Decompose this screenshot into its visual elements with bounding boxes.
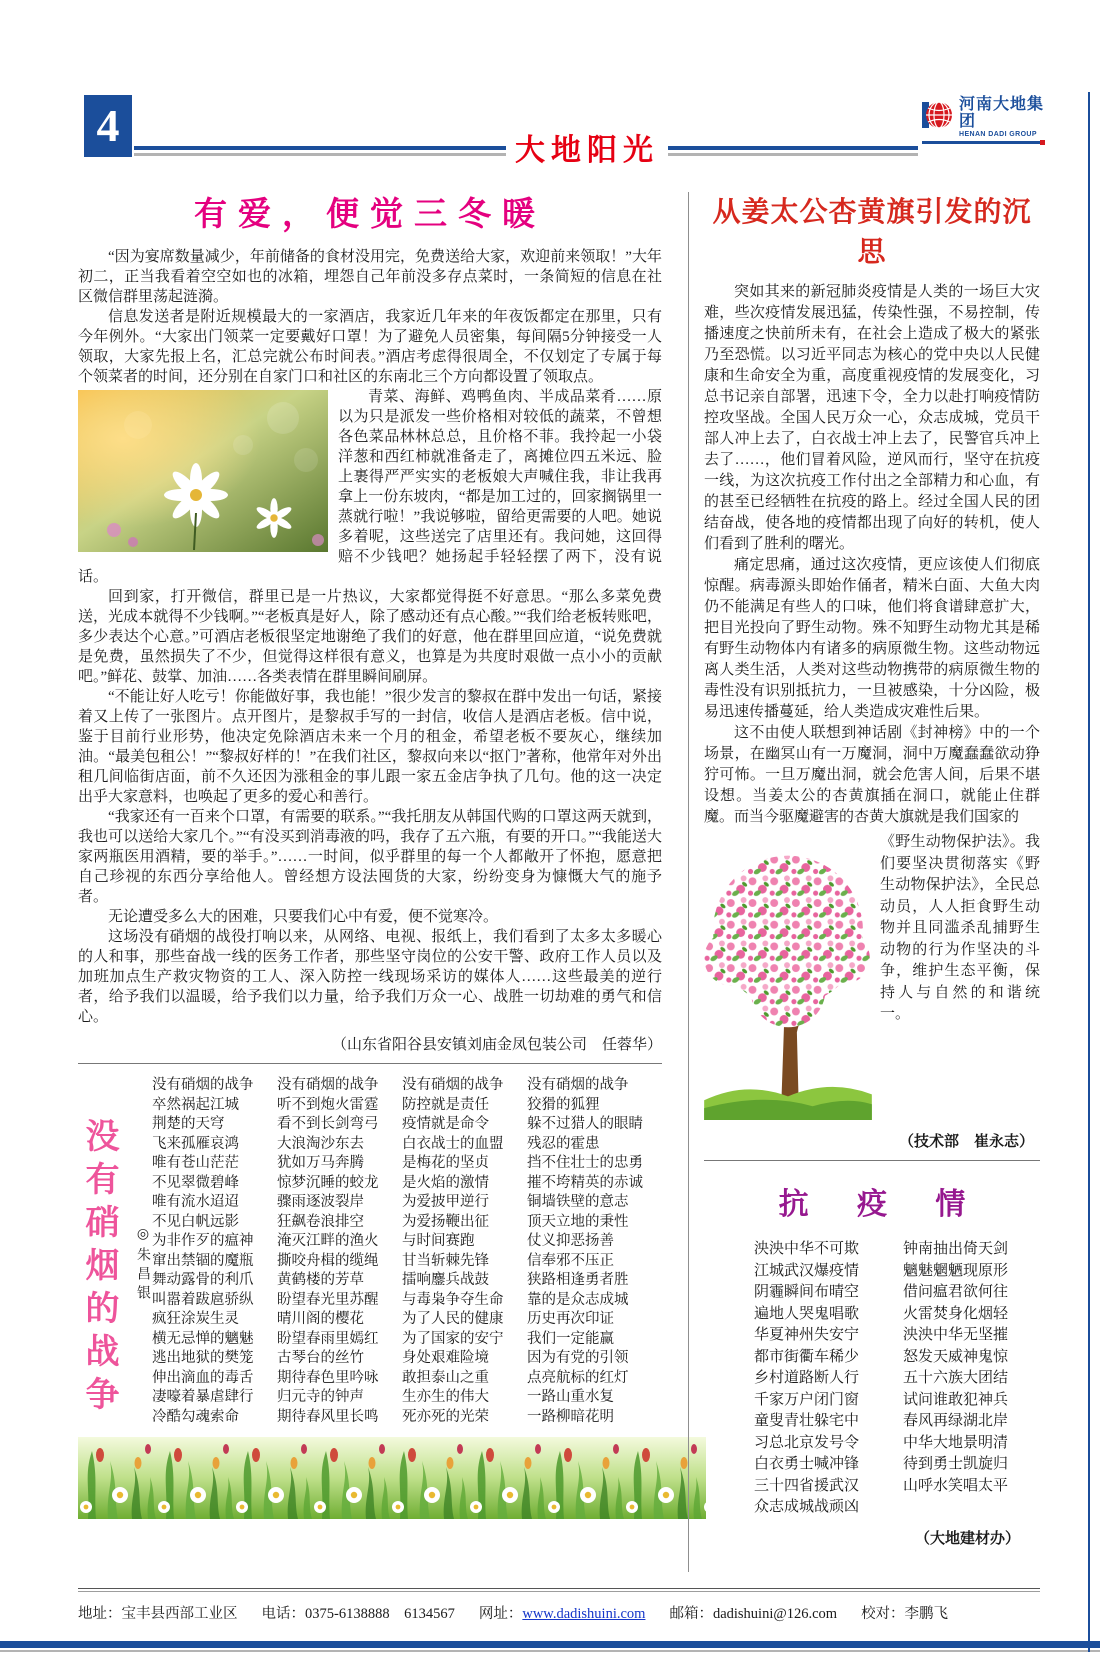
article2-paragraph: 突如其来的新冠肺炎疫情是人类的一场巨大灾难，些次疫情发展迅猛，传染性强，不易控制，传播速度之快前所未有，在社会上造成了极大的紧张乃至恐慌。以习近平同志为核心的党中央以人民健康和生命安全为重，高度重视疫情的发展变化，习总书记亲自部署，迅速下令，全力以赴打响疫情防控攻坚战。全国人民万众一心，众志成城，党员干部人冲上去了，白衣战士冲上去了，民警官兵冲上去了……，他们冒着风险，逆风而行，坚守在抗疫一线，为这次抗疫工作付出之全部精力和心血，有的甚至已经牺牲在抗疫的路上。经过全国人民的团结奋战，使各地的疫情都出现了向好的转机，使人们看到了胜利的曙光。 bbox=[704, 284, 1040, 552]
logo-underline bbox=[922, 141, 1044, 144]
article1-paragraph: “不能让好人吃亏！你能做好事，我也能！”很少发言的黎叔在群中发出一句话，紧接着又上传了一张图片。点开图片，是黎叔手写的一封信，收信人是酒店老板。信中说，鉴于目前行业形势，他决定免除酒店未来一个月的租金，希望老板不要灰心，继续加油。“最美包租公！”“黎叔好样的！”在我们社区，黎叔向来以“抠门”著称，他常年对外出租几间临街店面，前不久还因为涨租金的事儿跟一家五金店争执了几句。他的这一决定出乎大家意料，也唤起了更多的爱心和善行。 bbox=[78, 689, 662, 805]
article2-paragraph: 这不由使人联想到神话剧《封神榜》中的一个场景，在幽冥山有一万魔洞，洞中万魔蠢蠢欲动狰狞可怖。一旦万魔出洞，就会危害人间，后果不堪设想。当姜太公的杏黄旗插在洞口，就能止住群魔。而当今驱魔避害的杏黄大旗就是我们国家的 bbox=[704, 725, 1040, 825]
article2-wrapped-text: 《野生动物保护法》。我们要坚决贯彻落实《野生动物保护法》，全民总动员，人人拒食野生动物并且同滥杀乱捕野生动物的行为作坚决的斗争，维护生态平衡，保持人与自然的和谐统一。 bbox=[880, 834, 1040, 1022]
footer-website: 网址：www.dadishuini.com bbox=[478, 1606, 646, 1622]
blossom-tree-image bbox=[704, 832, 872, 1120]
article1-byline: （山东省阳谷县安镇刘庙金凤包装公司 任蓉华） bbox=[331, 1037, 662, 1053]
left-column bbox=[78, 186, 662, 1519]
article2-title: 从姜太公杏黄旗引发的沉思 bbox=[712, 197, 1032, 268]
globe-icon bbox=[922, 99, 954, 136]
footer-proofreader: 校对：李鹏飞 bbox=[861, 1606, 949, 1622]
right-column bbox=[704, 186, 1040, 1548]
flower-photo bbox=[78, 390, 328, 552]
article2-paragraph: 痛定思痛，通过这次疫情，更应该使人们彻底惊醒。病毒源头即始作俑者，精米白面、大鱼大肉仍不能满足有些人的口味，他们将食谱肆意扩大，把目光投向了野生动物。殊不知野生动物尤其是稀有野生动物体内有诸多的病原微生物。这些动物远离人类生活，人类对这些动物携带的病原微生物的毒性没有识别抵抗力，一旦被感染，十分凶险，极易迅速传播蔓延，给人类造成灾难性后果。 bbox=[704, 557, 1040, 720]
page-bottom-bar-shadow bbox=[0, 1650, 1100, 1652]
poem2-byline: （大地建材办） bbox=[914, 1530, 1020, 1547]
article1-paragraph: “我家还有一百来个口罩，有需要的联系。”“我托朋友从韩国代购的口罩这两天就到，我也可以送给大家几个。”“有没买到消毒液的吗，我存了五六瓶，有要的开口。”“我能送大家两瓶医用酒精，要的举手。”……一时间，似乎群里的每一个人都敞开了怀抱，愿意把自己珍视的东西分享给他人。曾经想方设法囤货的大家，纷纷变身为慷慨大气的施予者。 bbox=[78, 809, 662, 905]
poem1-title: 没有硝烟的战争 bbox=[80, 1118, 118, 1419]
poem1-author: ◎朱昌银 bbox=[135, 1226, 150, 1304]
header-rule-left bbox=[134, 146, 506, 156]
grass-meadow-image bbox=[78, 1437, 662, 1519]
poem-column: 钟南抽出倚天剑 魑魅魍魉现原形 借问瘟君欲何往 火雷焚身化烟轻 泱泱中华无坚摧 怒发天威神鬼惊 五十六族大团结 试问谁敢犯神兵 春风再绿湖北岸 中华大地景明清 待到勇士凯旋归 山呼水笑唱太平 bbox=[903, 1241, 1009, 1494]
article1-title: 有爱，便觉三冬暖 bbox=[194, 195, 546, 232]
logo-name-en: HENAN DADI GROUP bbox=[959, 130, 1037, 138]
page-bottom-bar bbox=[0, 1641, 1100, 1648]
article2-byline: （技术部 崔永志） bbox=[898, 1134, 1034, 1150]
page-number: 4 bbox=[84, 95, 132, 157]
poem-column: 没有硝烟的战争 卒然祸起江城 荆楚的天穹 飞来孤雁哀鸿 唯有苍山茫茫 不见翠微碧峰 唯有流水迢迢 不见白帆远影 为非作歹的瘟神 窜出禁锢的魔瓶 舞动露骨的利爪 叫嚣着跋扈骄纵 疯狂涂炭生灵 横无忌惮的魑魅 逃出地狱的樊笼 伸出滴血的毒舌 凄嚎着暴虐肆行 冷酷勾魂索命 bbox=[152, 1077, 254, 1425]
article1-paragraph: 回到家，打开微信，群里已是一片热议，大家都觉得挺不好意思。“那么多菜免费送，光成本就得不少钱啊。”“老板真是好人，除了感动还有点心酸。”“我们给老板转账吧，多少表达个心意。”可酒店老板很坚定地谢绝了我们的好意，他在群里回应道，“说免费就是免费，虽然损失了不少，但觉得这样很有意义，也算是为共度时艰做一点小小的贡献吧。”鲜花、鼓掌、加油……各类表情在群里瞬间刷屏。 bbox=[78, 589, 662, 685]
footer bbox=[78, 1602, 1040, 1623]
article1-paragraph: 这场没有硝烟的战役打响以来，从网络、电视、报纸上，我们看到了太多太多暖心的人和事，那些奋战一线的医务工作者，那些坚守岗位的公安干警、政府工作人员以及加班加点生产救灾物资的工人、深入防控一线现场采访的媒体人……这些最美的逆行者，给予我们以温暖，给予我们以力量，给予我们万众一心、战胜一切劫难的勇气和信心。 bbox=[78, 929, 662, 1025]
article1-paragraph: 无论遭受多么大的困难，只要我们心中有爱，便不觉寒冷。 bbox=[108, 909, 499, 925]
poem2-title: 抗 疫 情 bbox=[778, 1188, 986, 1221]
website-link[interactable]: www.dadishuini.com bbox=[522, 1606, 646, 1622]
article1-paragraph bbox=[78, 387, 662, 587]
page-right-edge bbox=[1088, 92, 1090, 1652]
poem-column: 泱泱中华不可欺 江城武汉爆疫情 阴霾瞬间布晴空 遍地人哭鬼唱歌 华夏神州失安宁 都市街衢车稀少 乡村道路断人行 千家万户闭门窗 童叟青壮躲宅中 习总北京发号令 白衣勇士喊冲锋 三十四省援武汉 众志成城战顽凶 bbox=[754, 1241, 860, 1515]
section-divider bbox=[704, 1160, 1040, 1161]
poem-column: 没有硝烟的战争 防控就是责任 疫情就是命令 白衣战士的血盟 是梅花的坚贞 是火焰的激情 为爱披甲逆行 为爱扬鞭出征 与时间赛跑 甘当斩棘先锋 擂响鏖兵战鼓 与毒枭争夺生命 为了人民的健康 为了国家的安宁 身处艰难险境 敢担泰山之重 生亦生的伟大 死亦死的光荣 bbox=[402, 1077, 504, 1425]
poem-column: 没有硝烟的战争 听不到炮火雷霆 看不到长剑弯弓 大浪淘沙东去 犹如万马奔腾 惊梦沉睡的蛟龙 骤雨逐波裂岸 狂飙卷浪排空 淹灭江畔的渔火 撕咬舟楫的缆绳 黄鹤楼的芳草 盼望春光里苏醒 晴川阁的樱花 盼望春雨里嫣红 古琴台的丝竹 期待春色里吟咏 归元寺的钟声 期待春风里长鸣 bbox=[277, 1077, 379, 1425]
poem-fight-epidemic bbox=[704, 1239, 1040, 1519]
footer-address: 地址：宝丰县西部工业区 bbox=[78, 1606, 238, 1622]
logo-name-cn: 河南大地集团 bbox=[959, 96, 1045, 130]
footer-phone: 电话：0375-6138888 6134567 bbox=[261, 1606, 455, 1622]
footer-rule bbox=[78, 1588, 1040, 1592]
column-divider bbox=[688, 192, 689, 1572]
section-divider bbox=[78, 1063, 662, 1064]
company-logo bbox=[922, 97, 1044, 144]
article1-paragraph: “因为宴席数量减少，年前储备的食材没用完，免费送给大家，欢迎前来领取！”大年初二，正当我看着空空如也的冰箱，埋怨自己年前没多存点菜时，一条简短的信息在社区微信群里荡起涟漪。 bbox=[78, 249, 662, 305]
footer-email: 邮箱：dadishuini@126.com bbox=[669, 1606, 838, 1622]
poem-war-without-gunsmoke bbox=[78, 1076, 662, 1427]
poem-column: 没有硝烟的战争 狡猾的狐狸 躲不过猎人的眼睛 残忍的霍患 挡不住壮士的忠勇 摧不垮精英的赤诚 铜墙铁壁的意志 顶天立地的秉性 仗义抑恶扬善 信奉邪不压正 狭路相逢勇者胜 靠的是众志成城 历史再次印证 我们一定能赢 因为有党的引领 点亮航标的红灯 一路山重水复 一路柳暗花明 bbox=[527, 1077, 643, 1425]
section-masthead: 大地阳光 bbox=[515, 134, 659, 167]
article1-paragraph-text: 青菜、海鲜、鸡鸭鱼肉、半成品菜肴……原以为只是派发一些价格相对较低的蔬菜，不曾想各色菜品林林总总，且价格不菲。我拎起一小袋洋葱和西红柿就准备走了，离摊位四五米远、脸上裹得严严实实的老板娘大声喊住我，非让我再拿上一份东坡肉，“都是加工过的，回家搁锅里一蒸就行啦！”我说够啦，留给更需要的人吧。她说多着呢，这些送完了店里还有。我问她，这回得赔不少钱吧？她扬起手轻轻摆了两下，没有说话。 bbox=[78, 389, 662, 585]
article1-paragraph: 信息发送者是附近规模最大的一家酒店，我家近几年来的年夜饭都定在那里，只有今年例外。“大家出门领菜一定要戴好口罩！为了避免人员密集，每间隔5分钟接受一人领取，大家先报上名，汇总完就公布时间表。”酒店考虑得很周全，不仅划定了专属于每个领菜者的时间，还分别在自家门口和社区的东南北三个方向都设置了领取点。 bbox=[78, 309, 662, 385]
header-rule-right bbox=[668, 146, 918, 156]
